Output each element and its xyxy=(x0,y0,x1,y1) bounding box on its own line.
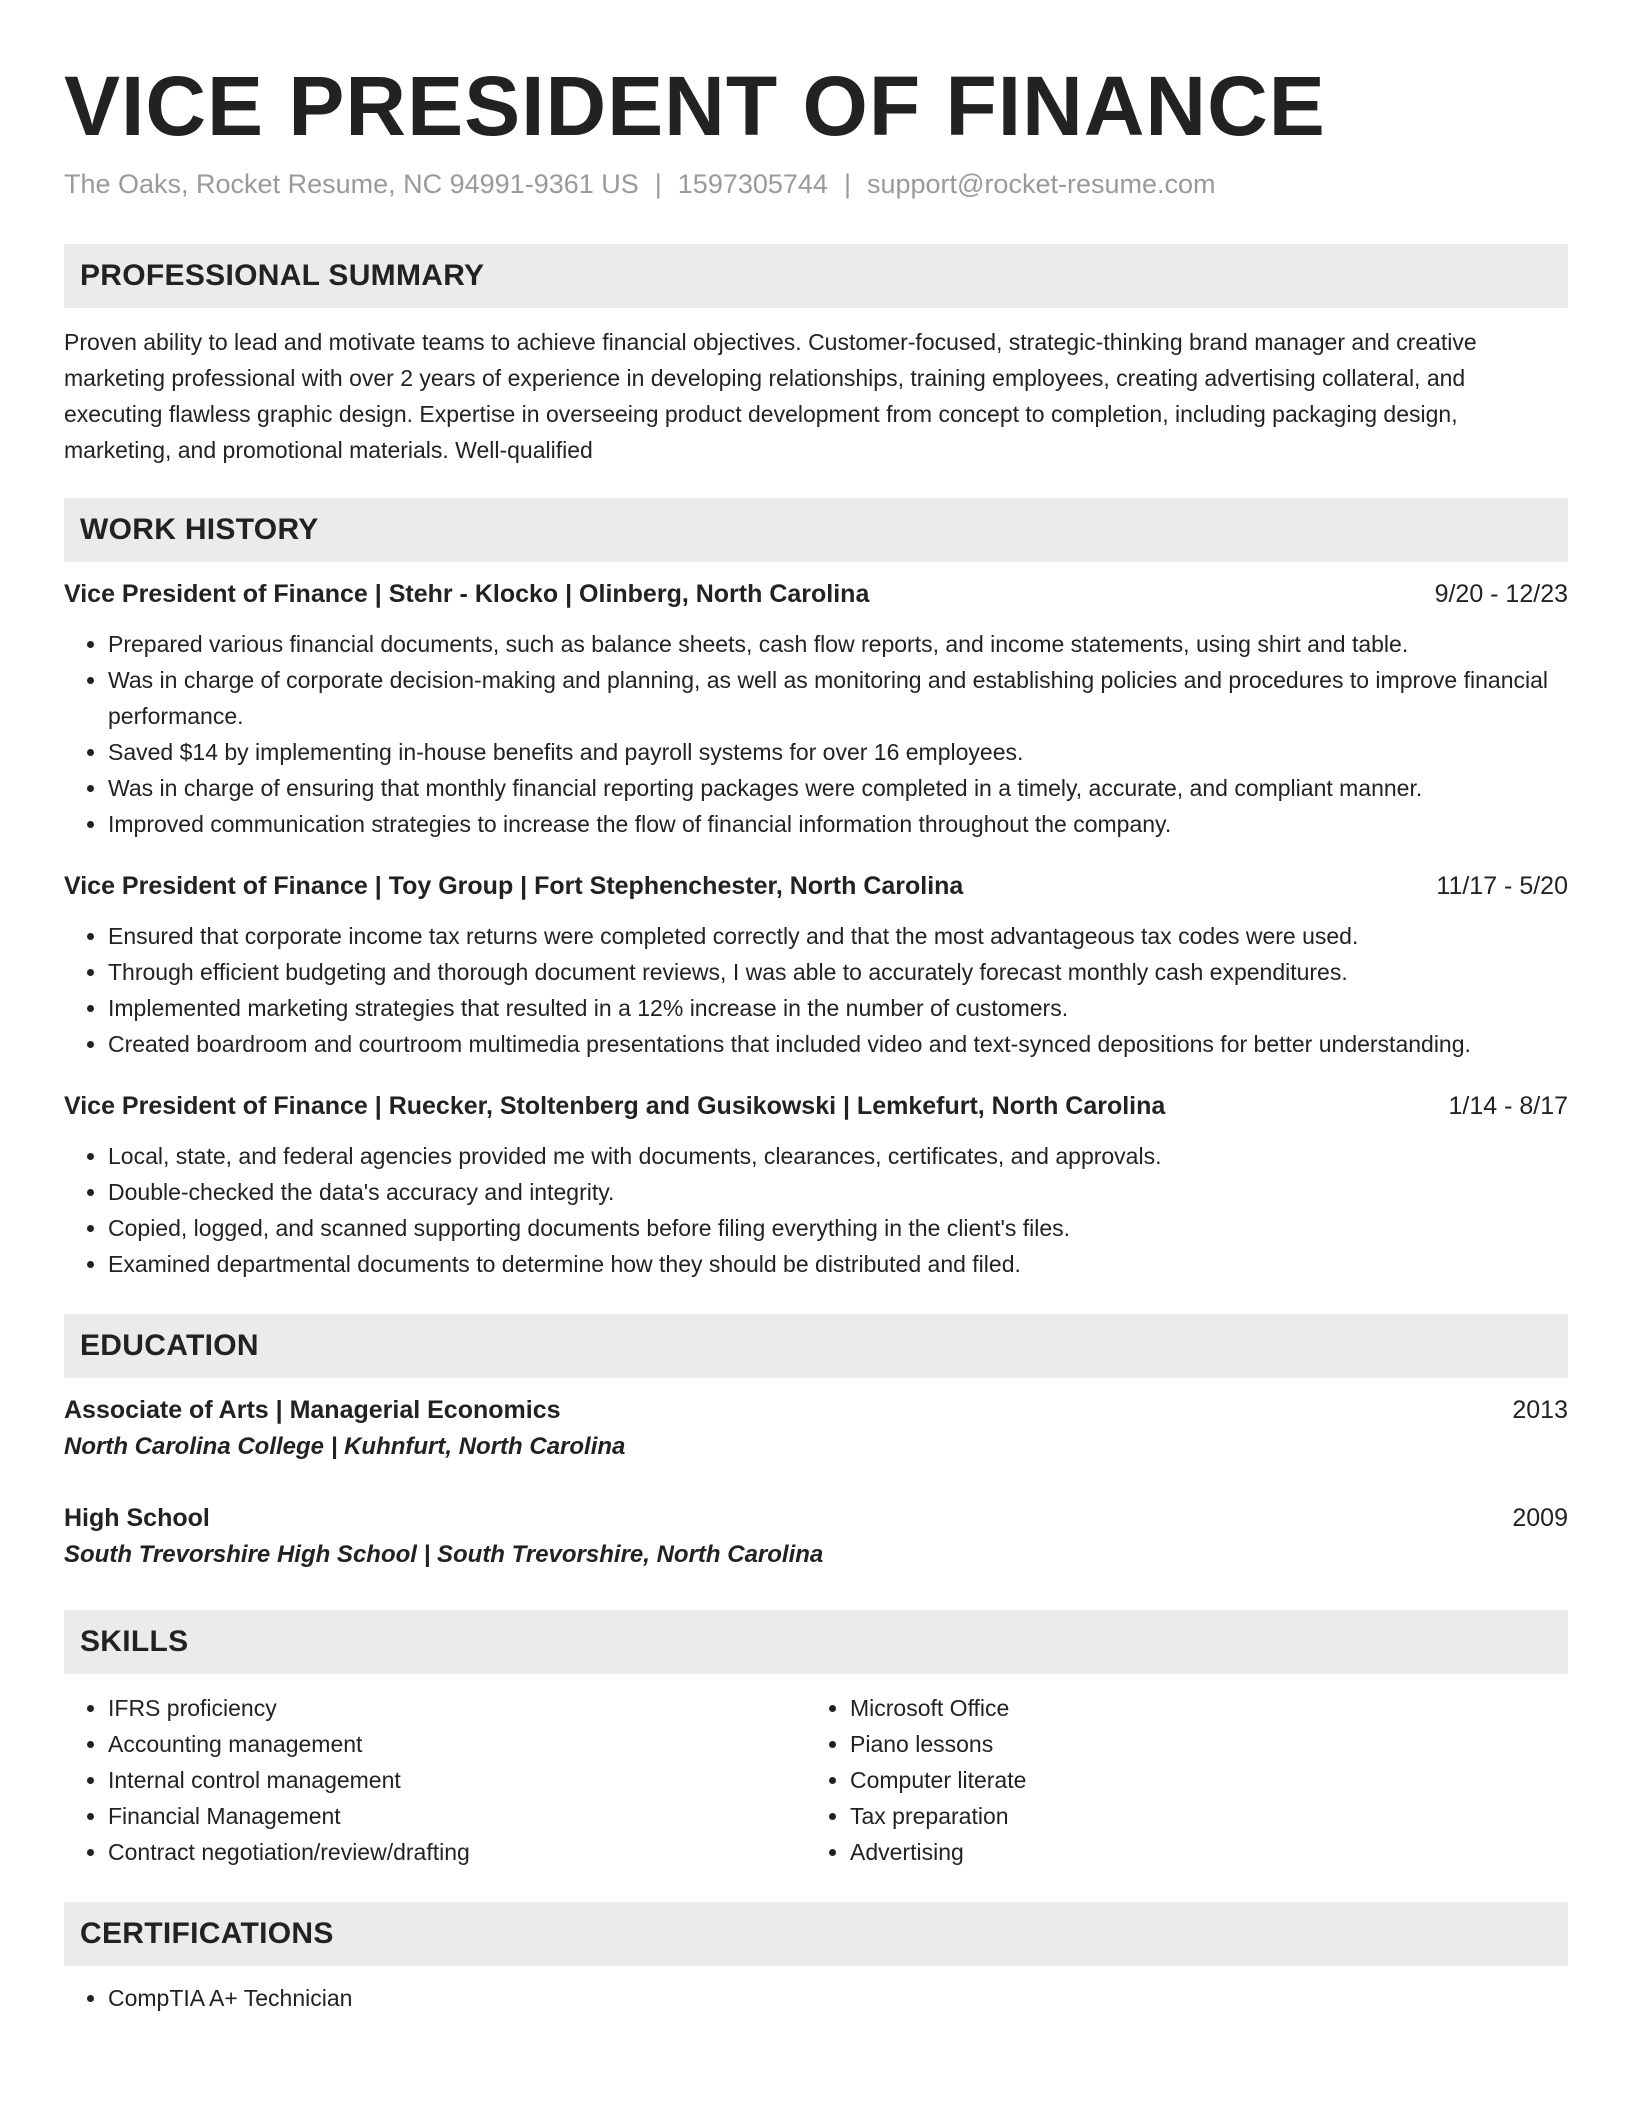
graduation-year: 2009 xyxy=(1512,1504,1568,1532)
degree: High School xyxy=(64,1504,210,1532)
summary-text: Proven ability to lead and motivate teams to achieve financial objectives. Customer-focused, strategic-thinking brand manager and creative marketing professional with over 2 years of experience in developing relationships, training employees, creating advertising collateral, and executing flawless graphic design. Expertise in overseeing product development from concept to completion, including packaging design, marketing, and promotional materials. Well-qualified xyxy=(64,329,1477,463)
contact-line xyxy=(64,166,1568,202)
job-dates: 9/20 - 12/23 xyxy=(1434,580,1568,608)
list-item: • Local, state, and federal agencies provided me with documents, clearances, certificates, and approvals. xyxy=(108,1138,1568,1174)
job-title: Vice President of Finance | Toy Group | Fort Stephenchester, North Carolina xyxy=(64,872,964,900)
list-item: • Was in charge of ensuring that monthly financial reporting packages were completed in a timely, accurate, and compliant manner. xyxy=(108,770,1568,806)
section-heading-skills: SKILLS xyxy=(64,1610,1568,1674)
education-entry xyxy=(64,1500,1568,1574)
job-bullets xyxy=(64,1138,1568,1282)
skills-column-right xyxy=(806,1690,1548,1870)
job-header xyxy=(64,576,1568,612)
list-item: • Prepared various financial documents, such as balance sheets, cash flow reports, and income statements, using shirt and table. xyxy=(108,626,1568,662)
education-header xyxy=(64,1500,1568,1536)
education-entry xyxy=(64,1392,1568,1466)
job-header xyxy=(64,868,1568,904)
graduation-year: 2013 xyxy=(1512,1396,1568,1424)
list-item: • Created boardroom and courtroom multimedia presentations that included video and text-synced depositions for better understanding. xyxy=(108,1026,1568,1062)
list-item: • Saved $14 by implementing in-house benefits and payroll systems for over 16 employees. xyxy=(108,734,1568,770)
list-item: • Piano lessons xyxy=(850,1726,1548,1762)
list-item: • Contract negotiation/review/drafting xyxy=(108,1834,806,1870)
list-item: • Internal control management xyxy=(108,1762,806,1798)
list-item: • Examined departmental documents to determine how they should be distributed and filed. xyxy=(108,1246,1568,1282)
skills-grid xyxy=(64,1690,1568,1870)
list-item: • Computer literate xyxy=(850,1762,1548,1798)
list-item: • Copied, logged, and scanned supporting documents before filing everything in the client's files. xyxy=(108,1210,1568,1246)
degree: Associate of Arts | Managerial Economics xyxy=(64,1396,561,1424)
address: The Oaks, Rocket Resume, NC 94991-9361 US xyxy=(64,169,639,199)
email-link[interactable]: support@rocket-resume.com xyxy=(866,169,1216,199)
list-item: • Implemented marketing strategies that resulted in a 12% increase in the number of customers. xyxy=(108,990,1568,1026)
list-item: • Ensured that corporate income tax returns were completed correctly and that the most advantageous tax codes were used. xyxy=(108,918,1568,954)
job-entry xyxy=(64,576,1568,842)
job-dates: 1/14 - 8/17 xyxy=(1448,1092,1568,1120)
job-header xyxy=(64,1088,1568,1124)
certifications-list xyxy=(64,1980,1568,2016)
phone[interactable]: 1597305744 xyxy=(677,169,828,199)
list-item: • Improved communication strategies to increase the flow of financial information throughout the company. xyxy=(108,806,1568,842)
resume-page xyxy=(64,56,1568,2016)
list-item: • IFRS proficiency xyxy=(108,1690,806,1726)
separator: | xyxy=(843,169,851,199)
section-heading-work-history: WORK HISTORY xyxy=(64,498,1568,562)
list-item: • Was in charge of corporate decision-making and planning, as well as monitoring and establishing policies and procedures to improve financial performance. xyxy=(108,662,1568,734)
list-item: • Financial Management xyxy=(108,1798,806,1834)
list-item: • Advertising xyxy=(850,1834,1548,1870)
separator: | xyxy=(654,169,662,199)
skills-column-left xyxy=(64,1690,806,1870)
section-heading-education: EDUCATION xyxy=(64,1314,1568,1378)
section-heading-summary: PROFESSIONAL SUMMARY xyxy=(64,244,1568,308)
education-header xyxy=(64,1392,1568,1428)
list-item: • Tax preparation xyxy=(850,1798,1548,1834)
list-item: • Microsoft Office xyxy=(850,1690,1548,1726)
list-item: • CompTIA A+ Technician xyxy=(108,1980,1568,2016)
section-heading-certifications: CERTIFICATIONS xyxy=(64,1902,1568,1966)
job-dates: 11/17 - 5/20 xyxy=(1436,872,1568,900)
job-entry xyxy=(64,1088,1568,1282)
list-item: • Accounting management xyxy=(108,1726,806,1762)
list-item: • Double-checked the data's accuracy and integrity. xyxy=(108,1174,1568,1210)
job-entry xyxy=(64,868,1568,1062)
candidate-title: VICE PRESIDENT OF FINANCE xyxy=(64,59,1326,153)
list-item: • Through efficient budgeting and thorough document reviews, I was able to accurately forecast monthly cash expenditures. xyxy=(108,954,1568,990)
school-name: South Trevorshire High School | South Trevorshire, North Carolina xyxy=(64,1541,824,1568)
job-bullets xyxy=(64,626,1568,842)
job-bullets xyxy=(64,918,1568,1062)
job-title: Vice President of Finance | Ruecker, Stoltenberg and Gusikowski | Lemkefurt, North Carolina xyxy=(64,1092,1166,1120)
job-title: Vice President of Finance | Stehr - Klocko | Olinberg, North Carolina xyxy=(64,580,870,608)
school-name: North Carolina College | Kuhnfurt, North Carolina xyxy=(64,1433,626,1460)
